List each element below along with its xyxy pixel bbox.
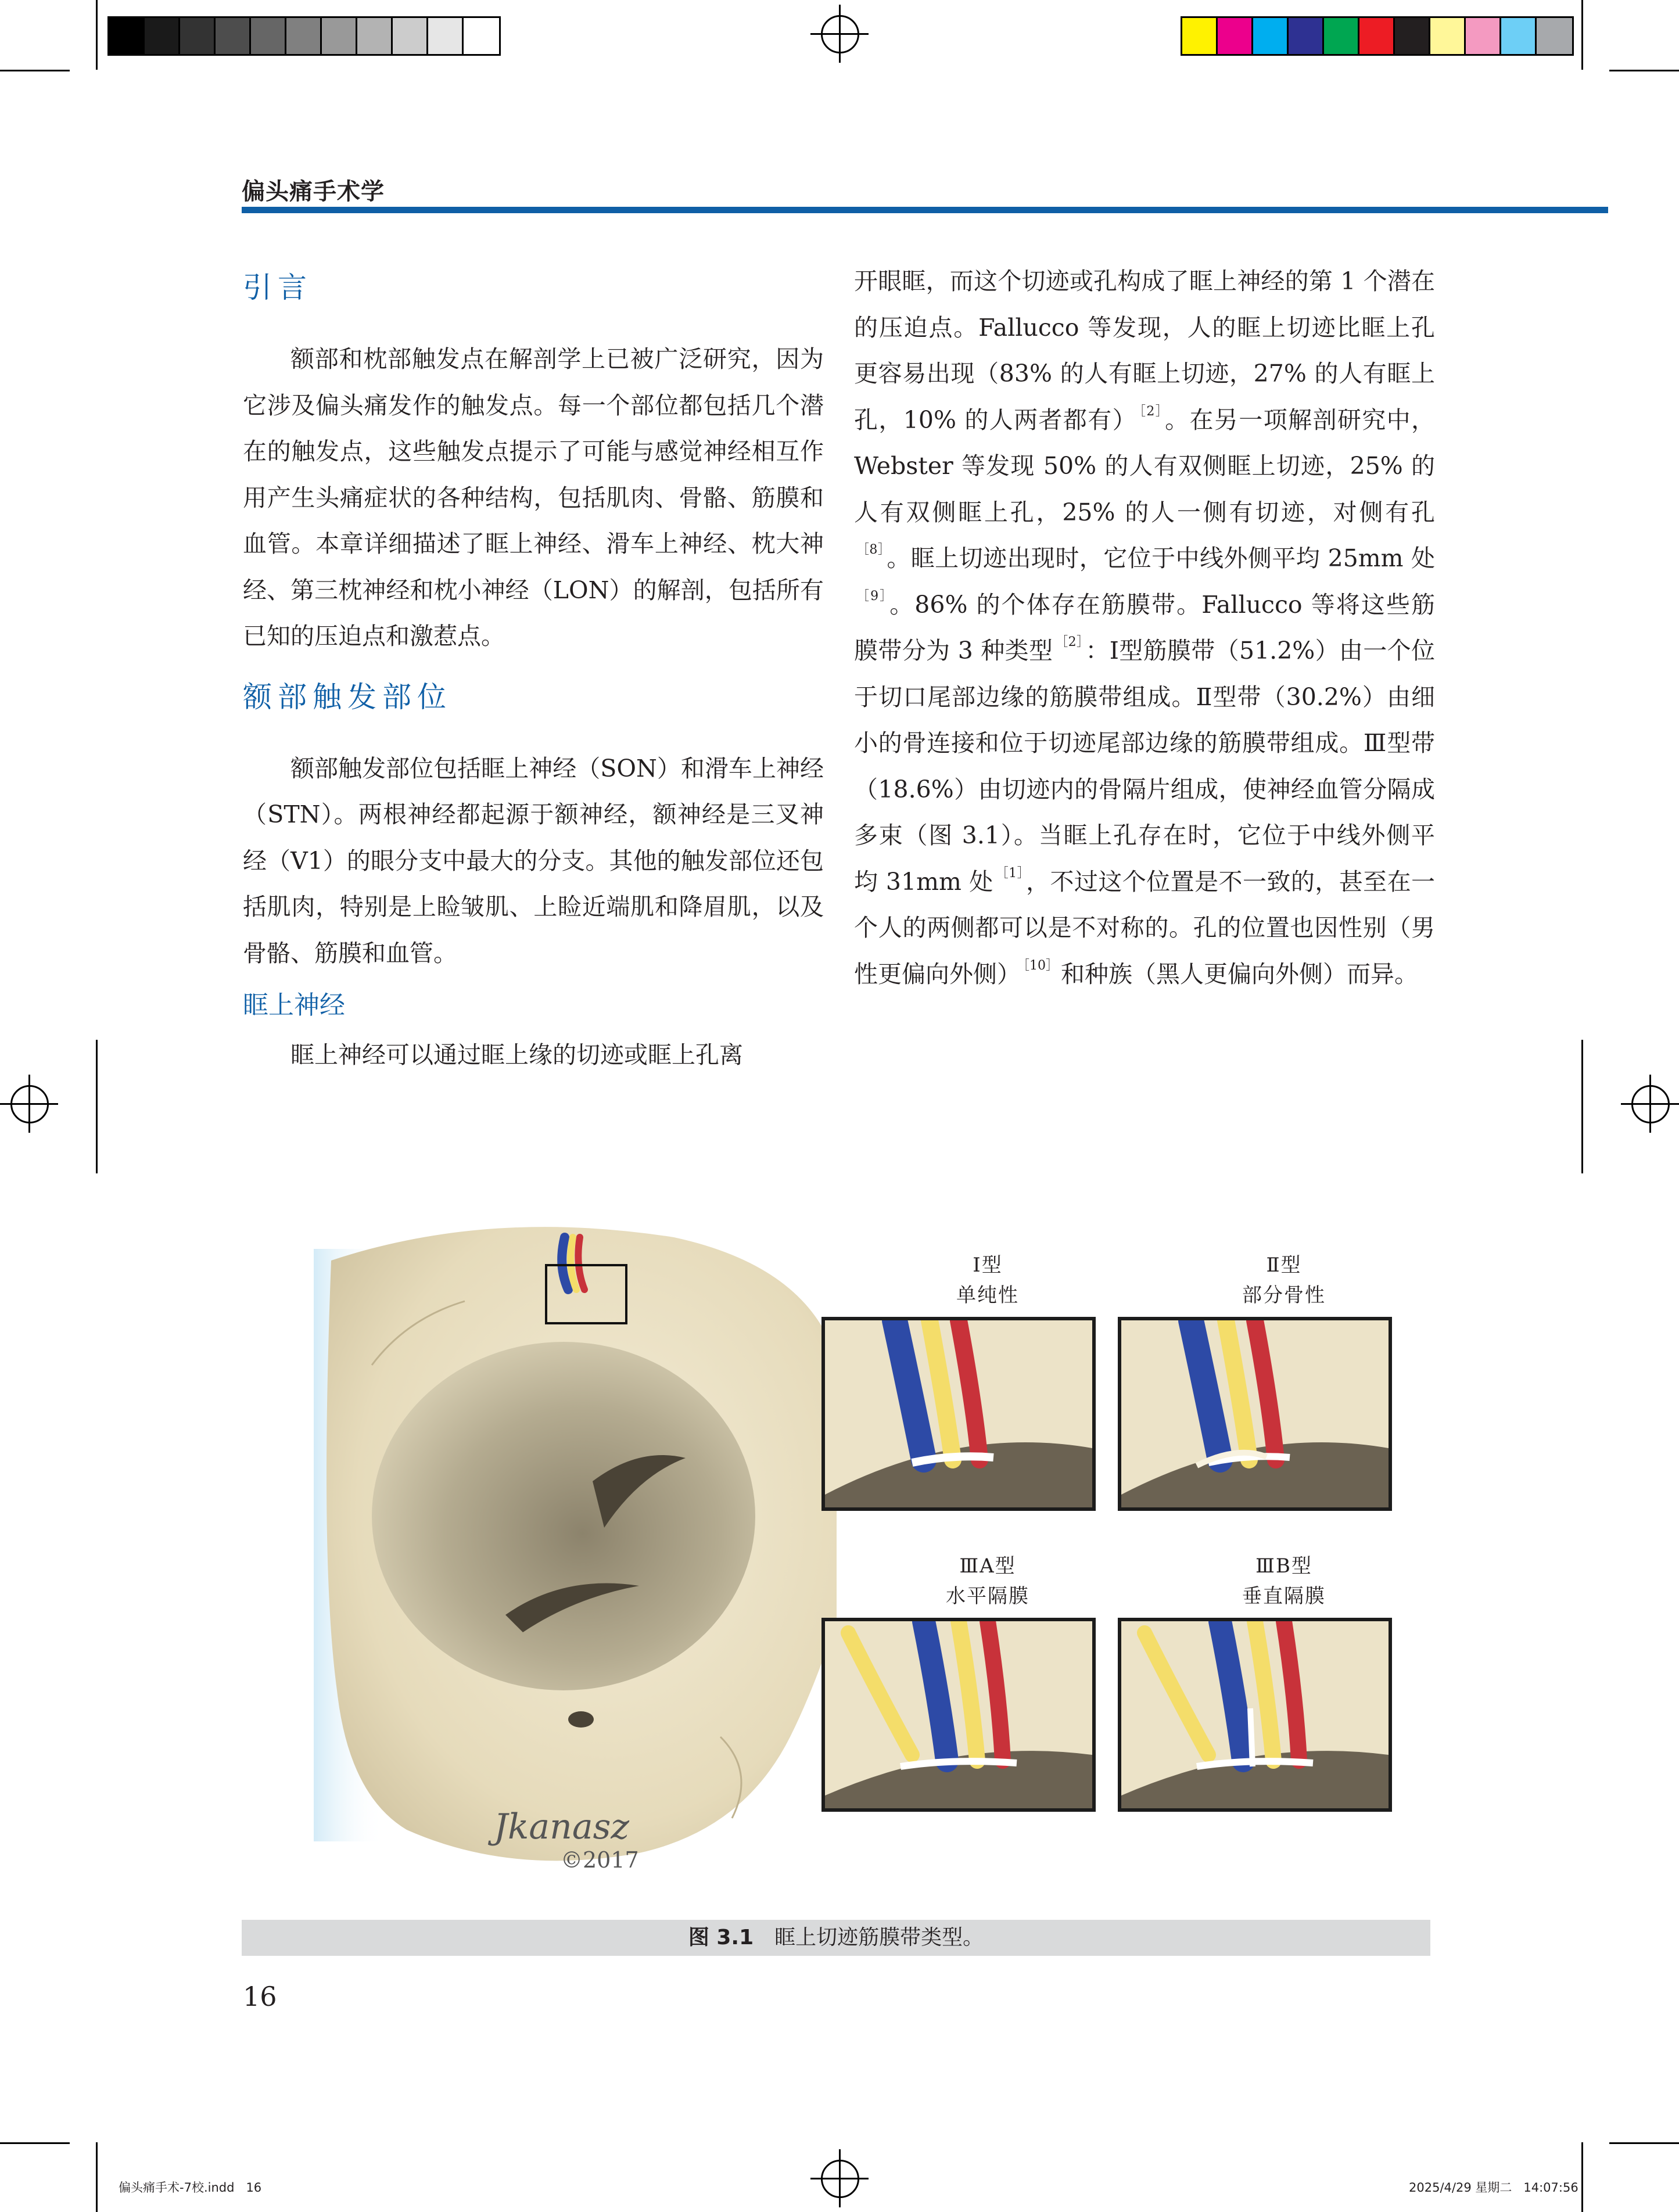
left-column: [243, 258, 824, 1079]
caption-figure-number: 图 3.1: [688, 1926, 754, 1949]
paragraph-supraorbital-start: 眶上神经可以通过眶上缘的切迹或眶上孔离: [290, 1041, 743, 1069]
color-swatch: [1253, 18, 1289, 54]
color-calibration-strip: [1181, 16, 1574, 56]
color-swatch: [1501, 18, 1537, 54]
artist-signature: Jkanasz: [494, 1807, 629, 1847]
text-run: 开眼眶，而这个切迹或孔构成了眶上神经的第 1 个潜在的压迫点。Fallucco 等发现，人的眶上切迹比眶上孔更容易出现（83% 的人有眶上切迹，27% 的人有眶上孔，10% 的人两者都有）: [854, 267, 1435, 434]
panel-desc: 水平隔膜: [946, 1585, 1029, 1608]
color-swatch: [322, 18, 357, 54]
color-swatch: [1218, 18, 1253, 54]
text-run: 和种族（黑人更偏向外侧）而异。: [1061, 960, 1418, 988]
registration-mark-right: [1621, 1075, 1679, 1133]
panel-label-type-2: [1162, 1250, 1406, 1310]
crop-mark: [96, 2142, 98, 2212]
caption-text: 眶上切迹筋膜带类型。: [774, 1926, 984, 1949]
copyright-text: ©2017: [561, 1847, 639, 1873]
registration-mark-top: [810, 5, 869, 63]
color-swatch: [464, 18, 499, 54]
color-swatch: [1359, 18, 1395, 54]
paragraph-frontal-trigger-sites: 额部触发部位包括眶上神经（SON）和滑车上神经（STN）。两根神经都起源于额神经，额神经是三叉神经（V1）的眼分支中最大的分支。其他的触发部位还包括肌肉，特别是上睑皱肌、上睑近端肌和降眉肌，以及骨骼、筋膜和血管。: [243, 754, 824, 967]
print-slug-timestamp: 2025/4/29 星期二 14:07:56: [1409, 2181, 1578, 2195]
panel-label-type-3a: [866, 1551, 1110, 1611]
color-swatch: [216, 18, 251, 54]
color-swatch: [109, 18, 145, 54]
panel-type-1-illustration: [821, 1317, 1096, 1511]
crop-mark: [0, 2142, 70, 2144]
citation-ref: ［10］: [1023, 958, 1059, 973]
right-column: [854, 258, 1435, 997]
text-run: 。眶上切迹出现时，它位于中线外侧平均 25mm 处: [887, 544, 1435, 572]
crop-mark: [1581, 1040, 1583, 1173]
panel-type: Ⅱ型: [1266, 1254, 1302, 1277]
crop-mark: [1581, 0, 1583, 70]
crop-mark: [1609, 70, 1679, 71]
citation-ref: ［2］: [1055, 635, 1084, 649]
color-swatch: [357, 18, 393, 54]
color-swatch: [1182, 18, 1218, 54]
heading-frontal-trigger-sites: 额部触发部位: [243, 680, 452, 714]
panel-type-2-illustration: [1118, 1317, 1392, 1511]
page-number: 16: [243, 1981, 277, 2012]
color-swatch: [1395, 18, 1430, 54]
panel-type: ⅢB型: [1255, 1554, 1312, 1578]
panel-label-type-1: [866, 1250, 1110, 1310]
panel-type: Ⅰ型: [973, 1254, 1003, 1277]
running-header: 偏头痛手术学: [242, 178, 385, 205]
text-run: ，不过这个位置是不一致的，甚至在一个人的两侧都可以是不对称的。孔的位置也因性别（男性更偏向外侧）: [854, 867, 1436, 988]
panel-desc: 垂直隔膜: [1242, 1585, 1326, 1608]
color-swatch: [286, 18, 322, 54]
panel-type-3b-illustration: [1118, 1618, 1392, 1812]
panel-type: ⅢA型: [959, 1554, 1016, 1578]
paragraph-supraorbital-continued: [854, 258, 1435, 997]
panel-desc: 单纯性: [956, 1284, 1019, 1307]
header-rule: [242, 207, 1608, 213]
registration-mark-bottom: [810, 2149, 869, 2207]
registration-mark-left: [0, 1075, 58, 1133]
color-swatch: [393, 18, 428, 54]
panel-label-type-3b: [1162, 1551, 1406, 1611]
figure-3-1: [314, 1214, 1406, 1885]
color-swatch: [251, 18, 286, 54]
text-run: 。在另一项解剖研究中，Webster 等发现 50% 的人有双侧眶上切迹，25% 的人有双侧眶上孔，25% 的人一侧有切迹，对侧有孔: [854, 405, 1435, 526]
color-swatch: [1537, 18, 1572, 54]
color-swatch: [1289, 18, 1324, 54]
grayscale-calibration-strip: [107, 16, 501, 56]
citation-ref: ［2］: [1139, 404, 1163, 419]
crop-mark: [1609, 2142, 1679, 2144]
print-slug-filename: 偏头痛手术-7校.indd 16: [119, 2181, 262, 2195]
color-swatch: [1466, 18, 1501, 54]
paragraph-intro: 额部和枕部触发点在解剖学上已被广泛研究，因为它涉及偏头痛发作的触发点。每一个部位都包括几个潜在的触发点，这些触发点提示了可能与感觉神经相互作用产生头痛症状的各种结构，包括肌肉、骨骼、筋膜和血管。本章详细描述了眶上神经、滑车上神经、枕大神经、第三枕神经和枕小神经（LON）的解剖，包括所有已知的压迫点和激惹点。: [243, 345, 824, 650]
subheading-supraorbital-nerve: 眶上神经: [243, 990, 345, 1020]
citation-ref: ［1］: [995, 866, 1024, 881]
color-swatch: [180, 18, 216, 54]
crop-mark: [96, 0, 98, 70]
citation-ref: ［9］: [856, 588, 888, 604]
text-run: 。86% 的个体存在筋膜带。Fallucco 等将这些筋膜带分为 3 种类型: [854, 590, 1435, 665]
color-swatch: [1324, 18, 1359, 54]
color-swatch: [1430, 18, 1466, 54]
text-run: ：Ⅰ型筋膜带（51.2%）由一个位于切口尾部边缘的筋膜带组成。Ⅱ型带（30.2%）由细小的骨连接和位于切迹尾部边缘的筋膜带组成。Ⅲ型带（18.6%）由切迹内的骨隔片组成，使神经血管分隔成多束（图 3.1）。当眶上孔存在时，它位于中线外侧平均 31mm 处: [854, 637, 1435, 896]
panel-desc: 部分骨性: [1242, 1284, 1326, 1307]
figure-caption: [242, 1920, 1430, 1956]
color-swatch: [428, 18, 464, 54]
panel-type-3a-illustration: [821, 1618, 1096, 1812]
heading-intro: 引言: [243, 271, 313, 304]
color-swatch: [145, 18, 180, 54]
crop-mark: [0, 70, 70, 71]
crop-mark: [96, 1040, 98, 1173]
citation-ref: ［8］: [856, 543, 885, 557]
crop-mark: [1581, 2142, 1583, 2212]
skull-orbit-illustration: [314, 1214, 848, 1885]
